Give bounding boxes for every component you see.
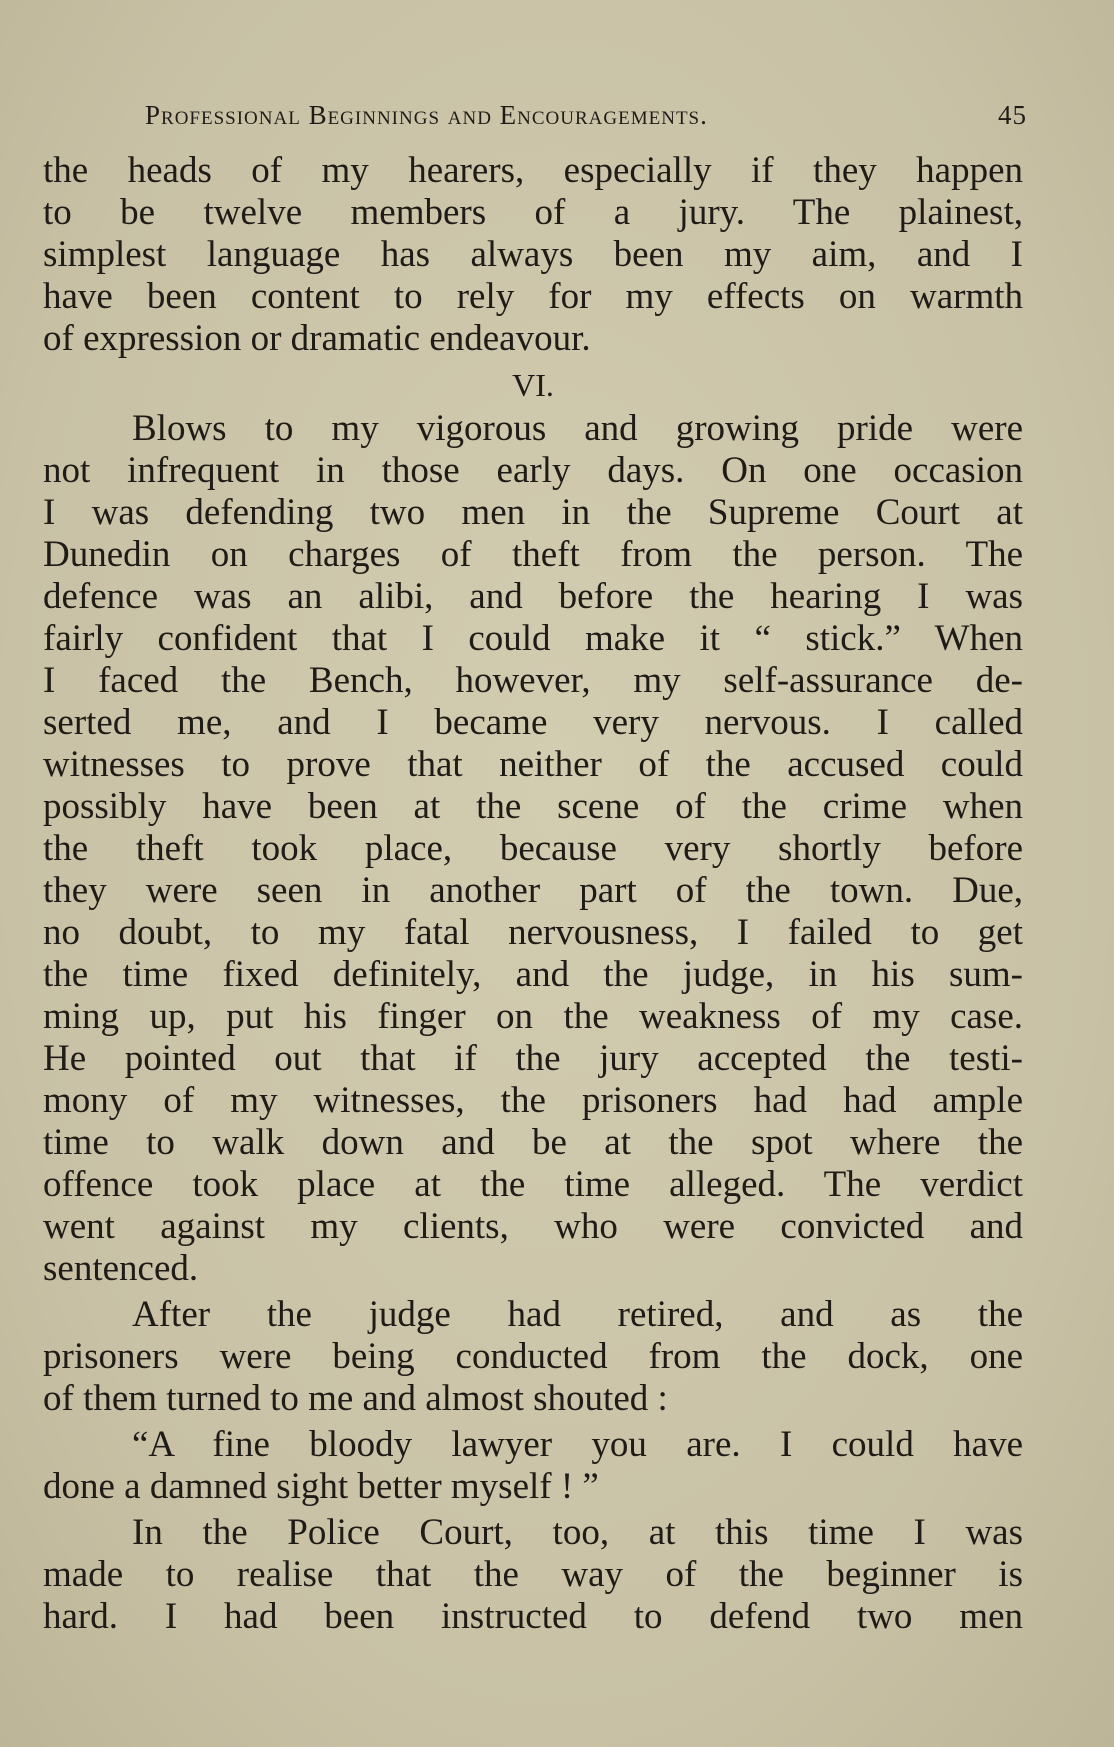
running-head — [145, 100, 1027, 136]
text-line: ming up, put his finger on the weakness of my case. — [43, 996, 1023, 1037]
text-line: of them turned to me and almost shouted : — [43, 1378, 668, 1419]
paragraph — [43, 1424, 1023, 1508]
text-line: witnesses to prove that neither of the accused could — [43, 744, 1023, 785]
text-line: I faced the Bench, however, my self-assurance de- — [43, 660, 1023, 701]
text-line: prisoners were being conducted from the dock, one — [43, 1336, 1023, 1377]
text-line: defence was an alibi, and before the hearing I was — [43, 576, 1023, 617]
text-line: done a damned sight better myself ! ” — [43, 1466, 599, 1507]
text-line: no doubt, to my fatal nervousness, I failed to get — [43, 912, 1023, 953]
text-line: simplest language has always been my aim, and I — [43, 234, 1023, 275]
paragraph — [43, 408, 1023, 1290]
text-line: mony of my witnesses, the prisoners had had ample — [43, 1080, 1023, 1121]
running-title: Professional Beginnings and Encouragements. — [145, 100, 708, 130]
text-line: time to walk down and be at the spot where the — [43, 1122, 1023, 1163]
paragraph — [43, 1294, 1023, 1420]
paragraph — [43, 150, 1023, 360]
text-line: to be twelve members of a jury. The plainest, — [43, 192, 1023, 233]
text-line: serted me, and I became very nervous. I called — [43, 702, 1023, 743]
text-line: the theft took place, because very shortly before — [43, 828, 1023, 869]
text-line: possibly have been at the scene of the crime when — [43, 786, 1023, 827]
text-line: He pointed out that if the jury accepted the testi- — [43, 1038, 1023, 1079]
body-text — [43, 150, 1023, 1638]
text-line: “A fine bloody lawyer you are. I could have — [132, 1424, 1023, 1465]
text-line: made to realise that the way of the beginner is — [43, 1554, 1023, 1595]
text-line: Blows to my vigorous and growing pride were — [132, 408, 1023, 449]
text-line: sentenced. — [43, 1248, 199, 1289]
text-line: the heads of my hearers, especially if they happen — [43, 150, 1023, 191]
text-line: went against my clients, who were convicted and — [43, 1206, 1023, 1247]
page-number: 45 — [998, 100, 1027, 130]
text-line: I was defending two men in the Supreme Court at — [43, 492, 1023, 533]
text-line: After the judge had retired, and as the — [132, 1294, 1023, 1335]
text-line: In the Police Court, too, at this time I was — [132, 1512, 1023, 1553]
text-line: offence took place at the time alleged. The verdict — [43, 1164, 1023, 1205]
text-line: Dunedin on charges of theft from the person. The — [43, 534, 1023, 575]
text-line: have been content to rely for my effects on warmth — [43, 276, 1023, 317]
text-line: fairly confident that I could make it “ stick.” When — [43, 618, 1023, 659]
text-line: not infrequent in those early days. On one occasion — [43, 450, 1023, 491]
text-line: of expression or dramatic endeavour. — [43, 318, 591, 359]
text-line: hard. I had been instructed to defend two men — [43, 1596, 1023, 1637]
paragraph — [43, 1512, 1023, 1638]
text-line: they were seen in another part of the town. Due, — [43, 870, 1023, 911]
text-line: the time fixed definitely, and the judge, in his sum- — [43, 954, 1023, 995]
section-heading: VI. — [512, 367, 554, 403]
